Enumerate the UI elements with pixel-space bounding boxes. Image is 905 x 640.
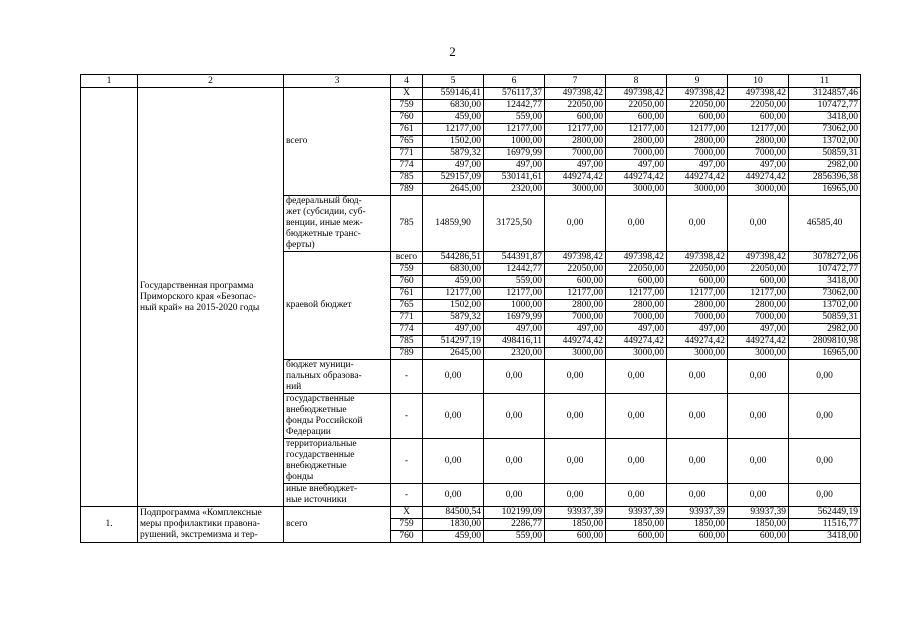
code-cell: 774 — [391, 324, 423, 336]
value-cell: 3418,00 — [789, 276, 861, 288]
code-cell: 789 — [391, 348, 423, 360]
value-cell: 0,00 — [606, 439, 667, 484]
column-header: 5 — [423, 75, 484, 88]
value-cell: 3000,00 — [667, 184, 728, 196]
value-cell: 497,00 — [728, 324, 789, 336]
value-cell: 0,00 — [423, 484, 484, 507]
value-cell: 497398,42 — [545, 252, 606, 264]
value-cell: 5879,32 — [423, 312, 484, 324]
value-cell: 5879,32 — [423, 148, 484, 160]
column-header: 4 — [391, 75, 423, 88]
value-cell: 449274,42 — [667, 172, 728, 184]
value-cell: 0,00 — [667, 439, 728, 484]
value-cell: 449274,42 — [545, 336, 606, 348]
code-cell: X — [391, 507, 423, 519]
value-cell: 497,00 — [423, 160, 484, 172]
value-cell: 2809810,98 — [789, 336, 861, 348]
source-label: иные внебюджет- ные источники — [284, 484, 391, 507]
value-cell: 46585,40 — [789, 196, 861, 252]
value-cell: 2800,00 — [667, 300, 728, 312]
value-cell: 16965,00 — [789, 184, 861, 196]
value-cell: 0,00 — [545, 196, 606, 252]
value-cell: 449274,42 — [728, 336, 789, 348]
value-cell: 93937,39 — [545, 507, 606, 519]
value-cell: 102199,09 — [484, 507, 545, 519]
value-cell: 22050,00 — [545, 264, 606, 276]
value-cell: 12177,00 — [484, 288, 545, 300]
value-cell: 497398,42 — [728, 252, 789, 264]
subprogram-name: Подпрограмма «Комплексные меры профилактики правона- рушений, экстремизма и тер- — [138, 507, 284, 543]
column-header: 10 — [728, 75, 789, 88]
value-cell: 497398,42 — [667, 88, 728, 100]
value-cell: 0,00 — [484, 484, 545, 507]
value-cell: 73062,00 — [789, 124, 861, 136]
value-cell: 544391,87 — [484, 252, 545, 264]
value-cell: 12442,77 — [484, 100, 545, 112]
page-number: 2 — [449, 44, 456, 59]
code-cell: - — [391, 394, 423, 439]
value-cell: 514297,19 — [423, 336, 484, 348]
code-cell: 785 — [391, 196, 423, 252]
value-cell: 22050,00 — [728, 100, 789, 112]
value-cell: 600,00 — [728, 276, 789, 288]
code-cell: 785 — [391, 336, 423, 348]
value-cell: 2800,00 — [667, 136, 728, 148]
source-label: территориальные государственные внебюджетные фонды — [284, 439, 391, 484]
value-cell: 7000,00 — [545, 148, 606, 160]
column-header: 11 — [789, 75, 861, 88]
value-cell: 2320,00 — [484, 348, 545, 360]
code-cell: 760 — [391, 531, 423, 543]
value-cell: 459,00 — [423, 112, 484, 124]
value-cell: 22050,00 — [606, 264, 667, 276]
value-cell: 22050,00 — [728, 264, 789, 276]
code-cell: всего — [391, 252, 423, 264]
value-cell: 7000,00 — [545, 312, 606, 324]
value-cell: 497398,42 — [545, 88, 606, 100]
value-cell: 559146,41 — [423, 88, 484, 100]
value-cell: 544286,51 — [423, 252, 484, 264]
value-cell: 2982,00 — [789, 160, 861, 172]
code-cell: 760 — [391, 276, 423, 288]
column-header: 1 — [81, 75, 138, 88]
value-cell: 449274,42 — [606, 336, 667, 348]
value-cell: 449274,42 — [545, 172, 606, 184]
value-cell: 1830,00 — [423, 519, 484, 531]
table-row — [81, 507, 861, 519]
value-cell: 497398,42 — [606, 252, 667, 264]
value-cell: 107472,77 — [789, 100, 861, 112]
value-cell: 0,00 — [728, 484, 789, 507]
value-cell: 497,00 — [667, 160, 728, 172]
value-cell: 12177,00 — [484, 124, 545, 136]
value-cell: 0,00 — [789, 360, 861, 394]
code-cell: 759 — [391, 100, 423, 112]
value-cell: 16965,00 — [789, 348, 861, 360]
value-cell: 600,00 — [545, 112, 606, 124]
value-cell: 0,00 — [728, 196, 789, 252]
value-cell: 3078272,06 — [789, 252, 861, 264]
value-cell: 1000,00 — [484, 136, 545, 148]
value-cell: 2856396,38 — [789, 172, 861, 184]
value-cell: 14859,90 — [423, 196, 484, 252]
value-cell: 600,00 — [606, 112, 667, 124]
value-cell: 0,00 — [606, 360, 667, 394]
value-cell: 600,00 — [728, 112, 789, 124]
source-label: краевой бюджет — [284, 252, 391, 360]
column-header: 2 — [138, 75, 284, 88]
value-cell: 497,00 — [606, 160, 667, 172]
value-cell: 0,00 — [606, 394, 667, 439]
source-label: всего — [284, 88, 391, 196]
value-cell: 2982,00 — [789, 324, 861, 336]
value-cell: 22050,00 — [606, 100, 667, 112]
value-cell: 497398,42 — [667, 252, 728, 264]
value-cell: 498416,11 — [484, 336, 545, 348]
code-cell: 774 — [391, 160, 423, 172]
code-cell: - — [391, 484, 423, 507]
value-cell: 1502,00 — [423, 136, 484, 148]
value-cell: 7000,00 — [606, 312, 667, 324]
value-cell: 13702,00 — [789, 300, 861, 312]
value-cell: 2800,00 — [606, 300, 667, 312]
value-cell: 1850,00 — [667, 519, 728, 531]
value-cell: 84500,54 — [423, 507, 484, 519]
value-cell: 497,00 — [484, 160, 545, 172]
value-cell: 0,00 — [667, 360, 728, 394]
value-cell: 0,00 — [545, 484, 606, 507]
value-cell: 2320,00 — [484, 184, 545, 196]
value-cell: 0,00 — [423, 360, 484, 394]
value-cell: 3000,00 — [728, 184, 789, 196]
source-label: государственные внебюджетные фонды Российской Федерации — [284, 394, 391, 439]
value-cell: 7000,00 — [728, 148, 789, 160]
header-row — [81, 75, 861, 88]
value-cell: 529157,09 — [423, 172, 484, 184]
code-cell: - — [391, 360, 423, 394]
value-cell: 13702,00 — [789, 136, 861, 148]
value-cell: 559,00 — [484, 112, 545, 124]
value-cell: 0,00 — [789, 394, 861, 439]
row-number-cell: 1. — [81, 507, 138, 543]
value-cell: 3418,00 — [789, 112, 861, 124]
value-cell: 50859,31 — [789, 148, 861, 160]
value-cell: 1000,00 — [484, 300, 545, 312]
code-cell: 760 — [391, 112, 423, 124]
value-cell: 0,00 — [606, 484, 667, 507]
value-cell: 0,00 — [728, 394, 789, 439]
value-cell: 12177,00 — [606, 124, 667, 136]
value-cell: 0,00 — [667, 484, 728, 507]
value-cell: 0,00 — [789, 484, 861, 507]
code-cell: X — [391, 88, 423, 100]
value-cell: 6830,00 — [423, 100, 484, 112]
value-cell: 0,00 — [484, 360, 545, 394]
value-cell: 3418,00 — [789, 531, 861, 543]
value-cell: 12442,77 — [484, 264, 545, 276]
value-cell: 16979,99 — [484, 148, 545, 160]
value-cell: 2800,00 — [606, 136, 667, 148]
value-cell: 2645,00 — [423, 348, 484, 360]
value-cell: 3124857,46 — [789, 88, 861, 100]
value-cell: 3000,00 — [606, 184, 667, 196]
value-cell: 600,00 — [667, 112, 728, 124]
value-cell: 2800,00 — [545, 136, 606, 148]
program-name: Государственная программа Приморского края «Безопас- ный край» на 2015-2020 годы — [138, 88, 284, 507]
value-cell: 2800,00 — [728, 136, 789, 148]
value-cell: 2645,00 — [423, 184, 484, 196]
column-header: 3 — [284, 75, 391, 88]
value-cell: 93937,39 — [606, 507, 667, 519]
value-cell: 12177,00 — [728, 124, 789, 136]
code-cell: 765 — [391, 300, 423, 312]
source-label: федеральный бюд- жет (субсидии, суб- венции, иные меж- бюджетные транс- ферты) — [284, 196, 391, 252]
value-cell: 600,00 — [667, 276, 728, 288]
column-header: 9 — [667, 75, 728, 88]
value-cell: 22050,00 — [667, 100, 728, 112]
value-cell: 12177,00 — [667, 124, 728, 136]
value-cell: 562449,19 — [789, 507, 861, 519]
value-cell: 7000,00 — [667, 312, 728, 324]
value-cell: 0,00 — [423, 394, 484, 439]
code-cell: 789 — [391, 184, 423, 196]
value-cell: 530141,61 — [484, 172, 545, 184]
source-label: всего — [284, 507, 391, 543]
value-cell: 3000,00 — [606, 348, 667, 360]
code-cell: 771 — [391, 312, 423, 324]
value-cell: 449274,42 — [606, 172, 667, 184]
value-cell: 22050,00 — [667, 264, 728, 276]
value-cell: 559,00 — [484, 276, 545, 288]
value-cell: 3000,00 — [545, 348, 606, 360]
value-cell: 497,00 — [545, 160, 606, 172]
code-cell: 771 — [391, 148, 423, 160]
value-cell: 0,00 — [606, 196, 667, 252]
value-cell: 497398,42 — [728, 88, 789, 100]
value-cell: 497,00 — [606, 324, 667, 336]
value-cell: 12177,00 — [545, 288, 606, 300]
value-cell: 1850,00 — [545, 519, 606, 531]
value-cell: 449274,42 — [667, 336, 728, 348]
value-cell: 0,00 — [484, 439, 545, 484]
value-cell: 600,00 — [545, 531, 606, 543]
column-header: 7 — [545, 75, 606, 88]
value-cell: 0,00 — [789, 439, 861, 484]
value-cell: 559,00 — [484, 531, 545, 543]
value-cell: 600,00 — [667, 531, 728, 543]
value-cell: 576117,37 — [484, 88, 545, 100]
value-cell: 12177,00 — [728, 288, 789, 300]
code-cell: 765 — [391, 136, 423, 148]
value-cell: 449274,42 — [728, 172, 789, 184]
value-cell: 1850,00 — [606, 519, 667, 531]
value-cell: 459,00 — [423, 531, 484, 543]
budget-table — [80, 74, 861, 543]
table-row — [81, 88, 861, 100]
value-cell: 0,00 — [484, 394, 545, 439]
value-cell: 16979,99 — [484, 312, 545, 324]
code-cell: 761 — [391, 288, 423, 300]
value-cell: 497,00 — [667, 324, 728, 336]
value-cell: 31725,50 — [484, 196, 545, 252]
value-cell: 2800,00 — [545, 300, 606, 312]
code-cell: 759 — [391, 264, 423, 276]
value-cell: 3000,00 — [545, 184, 606, 196]
value-cell: 12177,00 — [667, 288, 728, 300]
value-cell: 22050,00 — [545, 100, 606, 112]
value-cell: 73062,00 — [789, 288, 861, 300]
value-cell: 7000,00 — [728, 312, 789, 324]
value-cell: 0,00 — [728, 439, 789, 484]
value-cell: 12177,00 — [545, 124, 606, 136]
value-cell: 0,00 — [728, 360, 789, 394]
value-cell: 7000,00 — [606, 148, 667, 160]
column-header: 6 — [484, 75, 545, 88]
value-cell: 1850,00 — [728, 519, 789, 531]
source-label: бюджет муници- пальных образова- ний — [284, 360, 391, 394]
value-cell: 3000,00 — [728, 348, 789, 360]
value-cell: 12177,00 — [606, 288, 667, 300]
value-cell: 2800,00 — [728, 300, 789, 312]
value-cell: 0,00 — [667, 196, 728, 252]
value-cell: 459,00 — [423, 276, 484, 288]
value-cell: 600,00 — [545, 276, 606, 288]
code-cell: 761 — [391, 124, 423, 136]
value-cell: 600,00 — [606, 531, 667, 543]
value-cell: 497,00 — [484, 324, 545, 336]
value-cell: 497,00 — [728, 160, 789, 172]
value-cell: 0,00 — [667, 394, 728, 439]
value-cell: 12177,00 — [423, 288, 484, 300]
value-cell: 600,00 — [728, 531, 789, 543]
value-cell: 11516,77 — [789, 519, 861, 531]
value-cell: 600,00 — [606, 276, 667, 288]
value-cell: 107472,77 — [789, 264, 861, 276]
value-cell: 7000,00 — [667, 148, 728, 160]
value-cell: 497,00 — [545, 324, 606, 336]
value-cell: 0,00 — [545, 394, 606, 439]
value-cell: 1502,00 — [423, 300, 484, 312]
value-cell: 0,00 — [545, 360, 606, 394]
value-cell: 12177,00 — [423, 124, 484, 136]
column-header: 8 — [606, 75, 667, 88]
code-cell: 759 — [391, 519, 423, 531]
value-cell: 0,00 — [545, 439, 606, 484]
value-cell: 2286,77 — [484, 519, 545, 531]
row-number-cell — [81, 88, 138, 507]
value-cell: 50859,31 — [789, 312, 861, 324]
value-cell: 93937,39 — [728, 507, 789, 519]
value-cell: 3000,00 — [667, 348, 728, 360]
value-cell: 93937,39 — [667, 507, 728, 519]
value-cell: 0,00 — [423, 439, 484, 484]
code-cell: - — [391, 439, 423, 484]
code-cell: 785 — [391, 172, 423, 184]
value-cell: 497398,42 — [606, 88, 667, 100]
value-cell: 497,00 — [423, 324, 484, 336]
value-cell: 6830,00 — [423, 264, 484, 276]
